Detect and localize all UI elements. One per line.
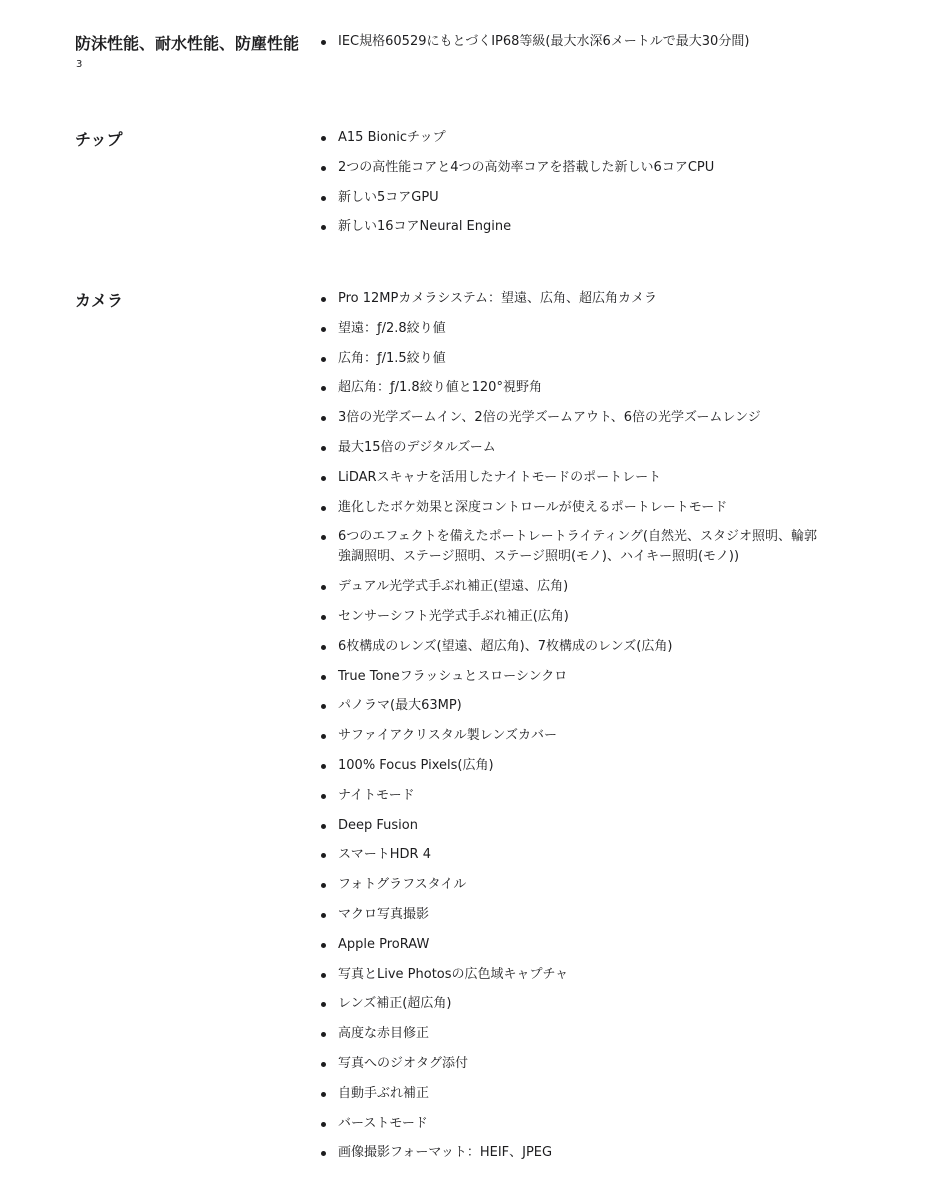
bullet-icon: [321, 535, 326, 540]
list-item: バーストモード: [321, 1114, 821, 1134]
bullet-icon: [321, 40, 326, 45]
bullet-icon: [321, 446, 326, 451]
list-item: 超広角：ƒ/1.8絞り値と120°視野角: [321, 378, 821, 398]
list-item: サファイアクリスタル製レンズカバー: [321, 726, 821, 746]
list-item: 最大15倍のデジタルズーム: [321, 438, 821, 458]
list-item: 望遠：ƒ/2.8絞り値: [321, 319, 821, 339]
bullet-icon: [321, 136, 326, 141]
bullet-icon: [321, 645, 326, 650]
list-item: Pro 12MPカメラシステム：望遠、広角、超広角カメラ: [321, 289, 821, 309]
list-item: センサーシフト光学式手ぶれ補正(広角): [321, 607, 821, 627]
bullet-icon: [321, 506, 326, 511]
bullet-icon: [321, 327, 326, 332]
list-item: 進化したボケ効果と深度コントロールが使えるポートレートモード: [321, 498, 821, 518]
list-item: 広角：ƒ/1.5絞り値: [321, 349, 821, 369]
list-item: True Toneフラッシュとスローシンクロ: [321, 667, 821, 687]
list-item: Deep Fusion: [321, 816, 821, 836]
bullet-icon: [321, 883, 326, 888]
bullet-icon: [321, 416, 326, 421]
list-item: 写真とLive Photosの広色域キャプチャ: [321, 965, 821, 985]
bullet-icon: [321, 794, 326, 799]
list-item: 高度な赤目修正: [321, 1024, 821, 1044]
list-item: パノラマ(最大63MP): [321, 696, 821, 716]
list-item: Apple ProRAW: [321, 935, 821, 955]
list-item: レンズ補正(超広角): [321, 994, 821, 1014]
bullet-icon: [321, 357, 326, 362]
section-heading: カメラ: [75, 291, 124, 310]
bullet-icon: [321, 853, 326, 858]
list-item: 100% Focus Pixels(広角): [321, 756, 821, 776]
list-item: スマートHDR 4: [321, 845, 821, 865]
list-item: 6枚構成のレンズ(望遠、超広角)、7枚構成のレンズ(広角): [321, 637, 821, 657]
bullet-icon: [321, 225, 326, 230]
list-item: A15 Bionicチップ: [321, 128, 821, 148]
list-item: IEC規格60529にもとづくIP68等級(最大水深6メートルで最大30分間): [321, 32, 821, 52]
list-item: 写真へのジオタグ添付: [321, 1054, 821, 1074]
bullet-icon: [321, 585, 326, 590]
list-item: デュアル光学式手ぶれ補正(望遠、広角): [321, 577, 821, 597]
bullet-icon: [321, 1002, 326, 1007]
bullet-icon: [321, 166, 326, 171]
bullet-icon: [321, 913, 326, 918]
bullet-icon: [321, 1062, 326, 1067]
spec-list: [321, 32, 821, 62]
bullet-icon: [321, 297, 326, 302]
bullet-icon: [321, 1151, 326, 1156]
list-item: 画像撮影フォーマット：HEIF、JPEG: [321, 1143, 821, 1163]
list-item: LiDARスキャナを活用したナイトモードのポートレート: [321, 468, 821, 488]
spec-list: [321, 289, 821, 1173]
list-item: 6つのエフェクトを備えたポートレートライティング(自然光、スタジオ照明、輪郭強調照明、ステージ照明、ステージ照明(モノ)、ハイキー照明(モノ)): [321, 527, 821, 567]
list-item: マクロ写真撮影: [321, 905, 821, 925]
list-item: 新しい5コアGPU: [321, 188, 821, 208]
list-item: フォトグラフスタイル: [321, 875, 821, 895]
list-item: 3倍の光学ズームイン、2倍の光学ズームアウト、6倍の光学ズームレンジ: [321, 408, 821, 428]
bullet-icon: [321, 675, 326, 680]
spec-list: [321, 128, 821, 247]
list-item: 自動手ぶれ補正: [321, 1084, 821, 1104]
bullet-icon: [321, 943, 326, 948]
footnote-marker[interactable]: 3: [76, 59, 83, 70]
bullet-icon: [321, 476, 326, 481]
bullet-icon: [321, 1032, 326, 1037]
bullet-icon: [321, 973, 326, 978]
bullet-icon: [321, 615, 326, 620]
section-heading: チップ: [75, 130, 123, 149]
bullet-icon: [321, 704, 326, 709]
bullet-icon: [321, 1122, 326, 1127]
bullet-icon: [321, 734, 326, 739]
bullet-icon: [321, 386, 326, 391]
bullet-icon: [321, 196, 326, 201]
list-item: 2つの高性能コアと4つの高効率コアを搭載した新しい6コアCPU: [321, 158, 821, 178]
list-item: ナイトモード: [321, 786, 821, 806]
bullet-icon: [321, 764, 326, 769]
list-item: 新しい16コアNeural Engine: [321, 217, 821, 237]
bullet-icon: [321, 1092, 326, 1097]
section-heading: 防沫性能、耐水性能、防塵性能$^3$: [75, 34, 300, 70]
bullet-icon: [321, 824, 326, 829]
